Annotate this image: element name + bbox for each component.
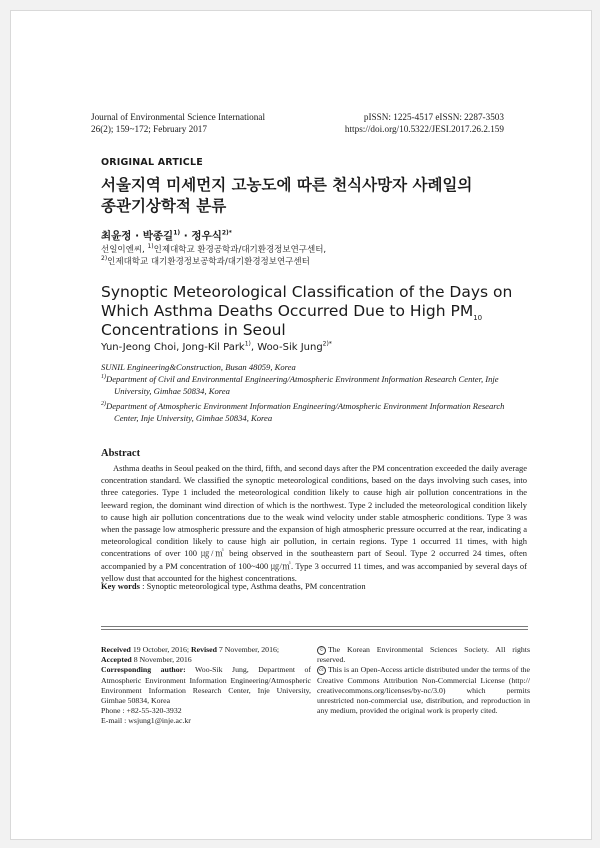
english-affiliation-text: University, Gimhae 50834, Korea (114, 386, 230, 397)
english-title-text: Concentrations in Seoul (101, 321, 286, 339)
english-affiliation-2 (101, 400, 541, 424)
english-title-subscript: 10 (473, 314, 483, 323)
affiliation-mark: 1) (147, 243, 154, 251)
keywords (101, 581, 366, 591)
article-type: ORIGINAL ARTICLE (101, 157, 203, 168)
english-affiliation-text: Department of Atmospheric Environment Information Engineering/Atmospheric Environment Information Research (106, 401, 505, 411)
email[interactable]: E-mail : wsjung1@inje.ac.kr (101, 716, 191, 726)
footer-divider-bottom (101, 629, 528, 630)
journal-issn: pISSN: 1225-4517 eISSN: 2287-3503 (363, 112, 504, 122)
abstract-body: Asthma deaths in Seoul peaked on the third, fifth, and second days after the PM concentration exceeded the daily average concentration standard. We classified the synoptic meteorological conditions, based on the days involving such cases, into three categories. Type 1 included the meteorological condition likely to cause high air pollution concentrations in the leeward region, the dominant wind direction of which is the northwest. Type 2 included the meteorological condition likely to cause high air pollution concentrations due to the weak wind velocity under stable atmospheric conditions. Type 3 was when the passage low atmospheric pressure and the expansion of high atmospheric pressure occurred at the rear, indicating a meteorological condition likely to cause high air pollution, in certain regions. Type 1 occurred 11 times, with high concentrations of over 100 ㎍/㎥ being observed in the southeastern part of Seoul. Type 2 occurred 24 times, often accompanied by a PM concentration of 100~400 ㎍/㎥. Type 3 occurred 11 times, and was accompanied by several days of yellow dust that accounted for the highest concentrations. (101, 463, 527, 583)
journal-doi[interactable]: https://doi.org/10.5322/JESI.2017.26.2.159 (344, 124, 504, 134)
korean-affiliation-1 (101, 244, 326, 256)
korean-author-1: 최윤정 (101, 230, 132, 242)
revised-date: 7 November, 2016; (216, 645, 280, 654)
received-date: 19 October, 2016; (130, 645, 191, 654)
phone: Phone : +82-55-320-3932 (101, 706, 182, 716)
korean-affiliation-text: 선일이엔씨, (101, 245, 148, 255)
english-authors (101, 342, 332, 353)
author-separator: · (135, 230, 140, 242)
copyright-line (317, 645, 530, 665)
english-affiliation-text: Center, Inje University, Gimhae 50834, Korea (114, 413, 273, 424)
keywords-label: Key words (101, 581, 140, 591)
journal-header-right (345, 111, 504, 135)
journal-issue: 26(2); 159~172; February 2017 (91, 124, 207, 134)
journal-header-left (91, 111, 265, 135)
cc-icon: cc (317, 666, 326, 675)
korean-title-line2: 종관기상학적 분류 (101, 197, 227, 215)
copyright-text: The Korean Environmental Sciences Society. All rights reserved. (317, 645, 530, 665)
affiliation-mark: 1) (173, 229, 181, 237)
affiliation-mark: 2)* (221, 229, 232, 237)
received-label: Received (101, 645, 131, 654)
license-block (317, 645, 530, 716)
english-title (101, 283, 531, 340)
english-affiliation-1 (101, 373, 541, 397)
affiliation-mark: 2) (101, 255, 108, 263)
accepted-date: 8 November, 2016 (131, 655, 192, 665)
english-affiliation-0 (101, 361, 541, 373)
keywords-text: : Synoptic meteorological type, Asthma deaths, PM concentration (139, 581, 366, 591)
english-affiliation-text: Department of Civil and Environmental Engineering/Atmospheric Environment Information Research Center, Inje (106, 374, 499, 384)
korean-title (101, 175, 531, 217)
korean-author-2: 박종길 (142, 230, 174, 242)
accepted-line (101, 655, 311, 665)
paper-page (10, 10, 592, 840)
affiliation-mark: 2) (101, 401, 106, 408)
korean-title-line1: 서울지역 미세먼지 고농도에 따른 천식사망자 사례일의 (101, 176, 473, 194)
received-line (101, 645, 311, 655)
affiliation-mark: 2)* (322, 340, 332, 348)
abstract-heading: Abstract (101, 448, 141, 459)
korean-authors (101, 228, 232, 243)
revised-label: Revised (190, 645, 217, 654)
license-line (317, 665, 530, 716)
english-affiliation-text: SUNIL Engineering&Construction, Busan 48059, Korea (101, 362, 296, 372)
affiliation-mark: 1) (244, 340, 251, 348)
accepted-label: Accepted (101, 655, 132, 665)
corresponding-author-label: Corresponding author: (101, 665, 186, 675)
english-author-names: , Woo-Sik Jung (250, 342, 323, 353)
english-author-names: Yun-Jeong Choi, Jong-Kil Park (101, 342, 245, 353)
korean-affiliation-2 (101, 256, 310, 268)
korean-affiliation-text: 인제대학교 환경공학과/대기환경정보연구센터, (153, 245, 327, 255)
copyright-icon: © (317, 646, 326, 655)
journal-name: Journal of Environmental Science International (91, 112, 265, 122)
article-history (101, 645, 311, 727)
corresponding-author-text: Woo-Sik Jung, Department of Atmospheric Environment Information Engineering/Atmospheric Environment Information Research Center, Inje University, Gimhae 50834, Korea (101, 665, 311, 706)
affiliation-mark: 1) (101, 374, 106, 381)
author-separator: · (183, 230, 188, 242)
corresponding-author (101, 665, 311, 706)
footer-divider-top (101, 626, 528, 627)
license-text: This is an Open-Access article distributed under the terms of the Creative Commons Attribution Non-Commercial License (http:// creativecommons.org/licenses/by-nc/3.0) which permits unrestricted non-commercial use, distribution, and reproduction in any medium, provided the original work is properly cited. (317, 665, 530, 716)
korean-author-3: 정우식 (191, 230, 222, 242)
english-title-text: Synoptic Meteorological Classification of the Days on Which Asthma Deaths Occurred Due to High PM (101, 283, 513, 320)
korean-affiliation-text: 인제대학교 대기환경정보공학과/대기환경정보연구센터 (107, 257, 310, 267)
